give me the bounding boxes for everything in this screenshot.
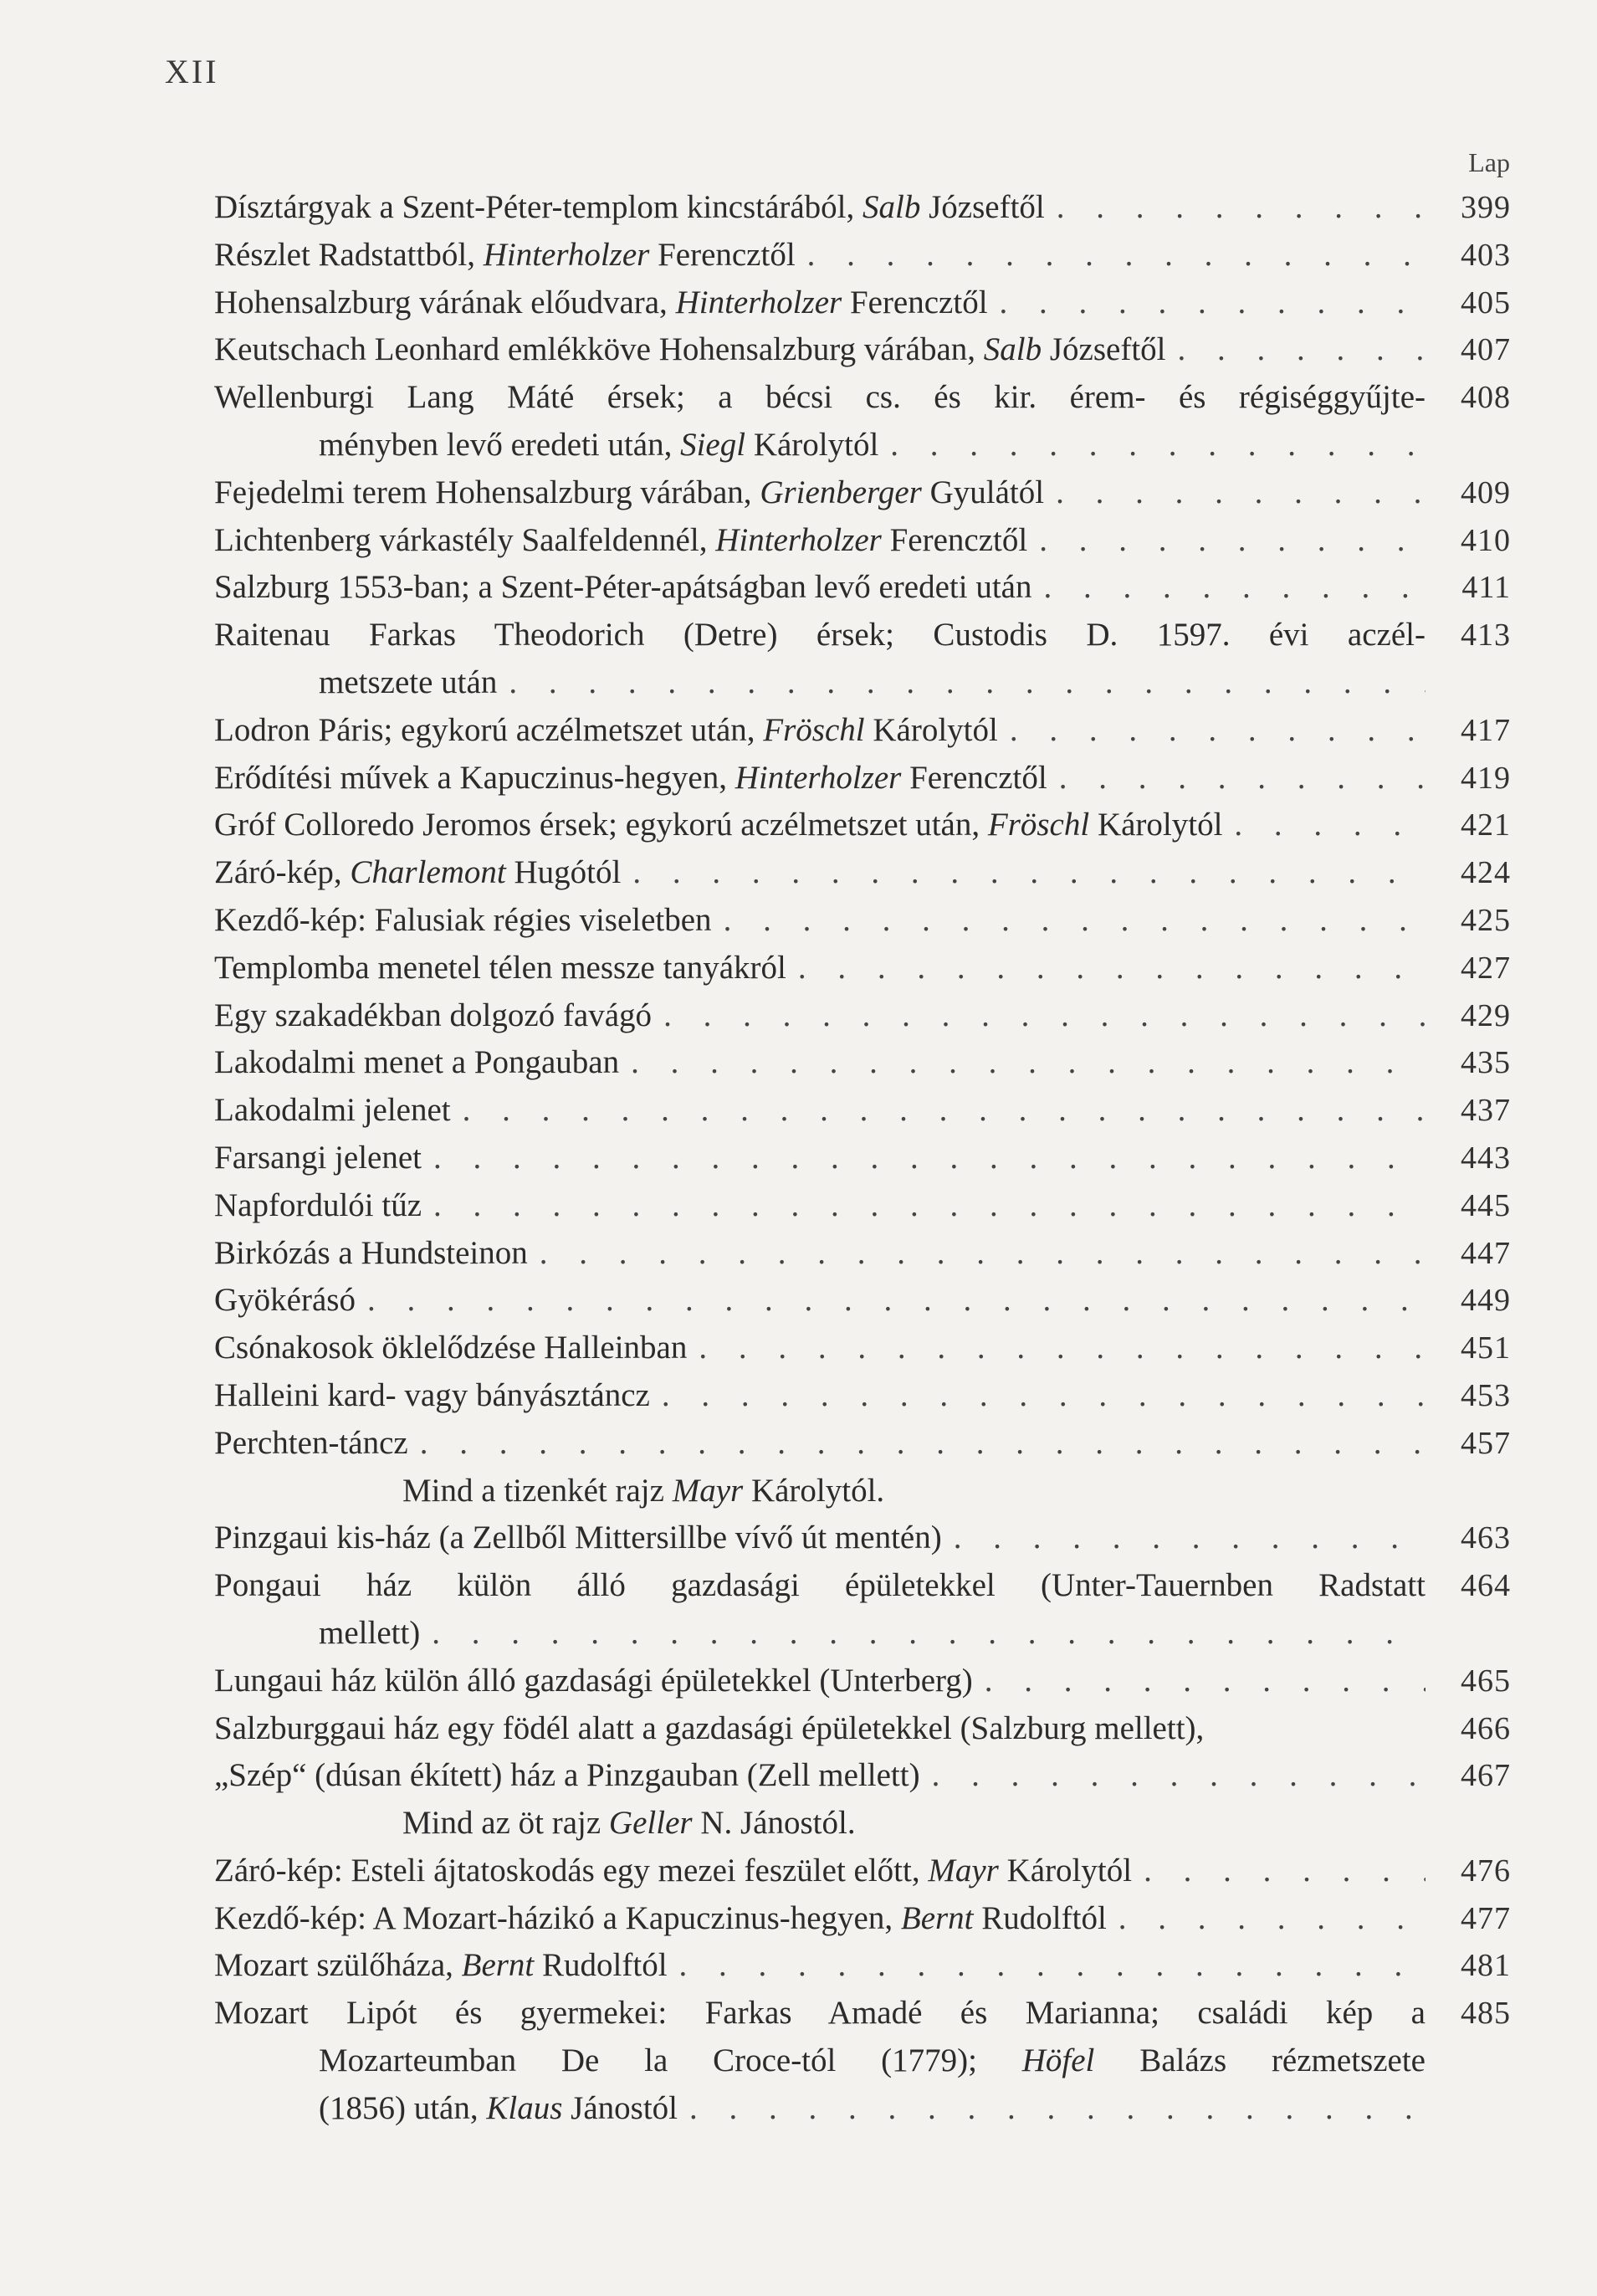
dot-leader	[807, 232, 1426, 279]
dot-leader	[1057, 184, 1426, 232]
entry-line	[214, 2085, 1426, 2133]
dot-leader	[1234, 802, 1426, 849]
entry-line	[214, 469, 1426, 517]
page-ref: 411	[1461, 570, 1511, 606]
entry-title	[214, 184, 1426, 232]
artist-name: Hinterholzer	[735, 759, 902, 796]
toc-entry	[214, 1658, 1511, 1705]
entry-line	[214, 2037, 1426, 2085]
entry-text: Károlytól	[998, 1852, 1133, 1889]
toc-entry	[214, 802, 1511, 849]
entry-title	[214, 1325, 1426, 1372]
entry-title	[214, 1895, 1426, 1943]
page-ref: 481	[1461, 1948, 1511, 1984]
entry-text: Jánostól	[562, 2089, 678, 2126]
entry-text: (1856) után,	[319, 2089, 487, 2126]
entry-line-text	[214, 612, 1426, 659]
entry-text: Salzburg 1553-ban; a Szent-Péter-apátságban levő eredeti után	[214, 569, 1032, 606]
entry-text: Mozart szülőháza,	[214, 1947, 462, 1984]
entry-text: Részlet Radstattból,	[214, 236, 484, 273]
toc-entry	[214, 897, 1511, 945]
entry-text: Balázs rézmetszete	[1094, 2042, 1426, 2079]
toc-entry	[214, 564, 1511, 612]
entry-title	[214, 945, 1426, 992]
toc-entry	[214, 279, 1511, 327]
dot-leader	[932, 1752, 1426, 1800]
toc-entry	[214, 1562, 1511, 1658]
dot-leader	[1118, 1895, 1426, 1943]
dot-leader	[663, 992, 1426, 1040]
entry-text: Lakodalmi jelenet	[214, 1092, 451, 1129]
entry-line-text	[214, 1514, 942, 1562]
page-ref: 445	[1461, 1187, 1511, 1223]
toc-entry	[214, 1848, 1511, 1895]
dot-leader	[1059, 755, 1426, 802]
entry-title	[214, 897, 1426, 945]
entry-line	[214, 707, 1426, 755]
toc-entry	[214, 1277, 1511, 1325]
dot-leader	[432, 1610, 1426, 1658]
entry-title	[214, 1182, 1426, 1230]
page-ref: 410	[1461, 522, 1511, 558]
entry-title	[214, 1277, 1426, 1325]
entry-text: Lungaui ház külön álló gazdasági épületekkel (Unterberg)	[214, 1662, 973, 1699]
entry-line-text	[214, 1562, 1426, 1610]
toc-entry	[214, 1942, 1511, 1990]
entry-line	[214, 326, 1426, 374]
entry-text: Károlytól	[864, 711, 998, 748]
entry-text: Záró-kép: Esteli ájtatoskodás egy mezei feszület előtt,	[214, 1852, 929, 1889]
page-ref: 443	[1461, 1140, 1511, 1176]
entry-line-text	[214, 1752, 920, 1800]
entry-line	[214, 564, 1426, 612]
page-ref: 424	[1461, 855, 1511, 891]
entry-title	[214, 232, 1426, 279]
entry-title	[214, 802, 1426, 849]
entry-title	[214, 374, 1426, 469]
entry-line-text	[319, 1610, 420, 1658]
entry-title	[214, 1039, 1426, 1087]
entry-text: Mind a tizenkét rajz	[402, 1472, 673, 1509]
toc-entry	[214, 232, 1511, 279]
entry-line	[214, 184, 1426, 232]
dot-leader	[890, 422, 1426, 469]
entry-text: Gróf Colloredo Jeromos érsek; egykorú aczélmetszet után,	[214, 807, 988, 843]
entry-line	[214, 659, 1426, 707]
artist-name: Fröschl	[763, 711, 865, 748]
entry-line-text	[214, 1039, 619, 1087]
entry-text: Keutschach Leonhard emlékköve Hohensalzburg várában,	[214, 331, 984, 368]
artist-credit-line	[214, 1468, 1511, 1515]
entry-text: Farsangi jelenet	[214, 1139, 422, 1176]
entry-line-text	[214, 374, 1426, 422]
dot-leader	[1144, 1848, 1426, 1895]
entry-text: Ferencztől	[901, 759, 1047, 796]
entry-text: Lodron Páris; egykorú aczélmetszet után,	[214, 711, 764, 748]
artist-name: Klaus	[486, 2089, 563, 2126]
entry-line-text	[214, 992, 652, 1040]
artist-name: Geller	[608, 1805, 693, 1842]
toc-entry	[214, 1752, 1511, 1800]
entry-line-text	[214, 184, 1045, 232]
page-ref: 435	[1461, 1045, 1511, 1081]
entry-title	[214, 564, 1426, 612]
artist-name: Mayr	[672, 1472, 744, 1509]
page-number: XII	[165, 53, 219, 90]
entry-line-text	[214, 1277, 356, 1325]
entry-text: Ferencztől	[649, 236, 796, 273]
entry-line-text	[214, 1087, 451, 1135]
entry-line-text	[214, 897, 712, 945]
dot-leader	[724, 897, 1426, 945]
entry-title	[214, 1752, 1426, 1800]
artist-name: Hinterholzer	[715, 521, 882, 558]
page-ref: 421	[1461, 807, 1511, 843]
entry-line	[214, 1895, 1426, 1943]
entry-line	[214, 897, 1426, 945]
entry-line	[214, 1514, 1426, 1562]
entry-text: Pinzgaui kis-ház (a Zellből Mittersillbe vívő út mentén)	[214, 1520, 942, 1556]
entry-line-text	[214, 1848, 1132, 1895]
artist-name: Fröschl	[987, 807, 1090, 843]
page-ref: 485	[1461, 1996, 1511, 2032]
dot-leader	[632, 849, 1426, 897]
entry-title	[214, 1705, 1426, 1753]
artist-name: Grienberger	[760, 474, 922, 510]
entry-title	[214, 1230, 1426, 1278]
toc-entry	[214, 755, 1511, 802]
page-ref: 425	[1461, 902, 1511, 938]
entry-line-text	[214, 945, 786, 992]
entry-title	[214, 1087, 1426, 1135]
entry-text: Erődítési művek a Kapuczinus-hegyen,	[214, 759, 735, 796]
entry-text: Józseftől	[920, 189, 1045, 225]
toc-entry	[214, 1705, 1511, 1753]
dot-leader	[463, 1087, 1426, 1135]
entry-text: Perchten-táncz	[214, 1424, 408, 1461]
toc-entry	[214, 707, 1511, 755]
entry-text: „Szép“ (dúsan ékített) ház a Pinzgauban (Zell mellett)	[214, 1757, 920, 1794]
entry-text: Dísztárgyak a Szent-Péter-templom kincstárából,	[214, 189, 863, 225]
entry-line-text	[214, 1658, 973, 1705]
entry-line	[214, 1610, 1426, 1658]
entry-text: Ferencztől	[881, 521, 1028, 558]
entry-text: Gyulától	[921, 474, 1045, 510]
entry-text: mellett)	[319, 1614, 421, 1651]
entry-line-text	[214, 1135, 422, 1182]
page-ref: 449	[1461, 1283, 1511, 1319]
entry-line	[214, 517, 1426, 565]
artist-name: Hinterholzer	[483, 236, 650, 273]
entry-text: Wellenburgi Lang Máté érsek; a bécsi cs. és kir. érem- és régiséggyűjte-	[214, 379, 1426, 416]
toc-entry	[214, 1420, 1511, 1468]
entry-text: Birkózás a Hundsteinon	[214, 1234, 528, 1271]
entry-line-text	[319, 2037, 1426, 2085]
toc-entry	[214, 469, 1511, 517]
entry-title	[214, 1990, 1426, 2132]
dot-leader	[1010, 707, 1426, 755]
page-ref: 476	[1461, 1853, 1511, 1889]
toc-entry	[214, 849, 1511, 897]
entry-line	[214, 1039, 1426, 1087]
page-ref: 399	[1461, 190, 1511, 225]
toc-entry	[214, 184, 1511, 232]
page-ref: 464	[1461, 1568, 1511, 1604]
entry-line	[214, 1135, 1426, 1182]
page-ref: 463	[1461, 1520, 1511, 1556]
entry-title	[214, 1658, 1426, 1705]
entry-line-text	[214, 326, 1166, 374]
entry-text: Kezdő-kép: Falusiak régies viseletben	[214, 901, 712, 938]
page-ref: 403	[1461, 237, 1511, 273]
entry-line	[214, 1942, 1426, 1990]
dot-leader	[433, 1182, 1426, 1230]
entry-title	[214, 849, 1426, 897]
entry-line	[214, 1705, 1426, 1753]
entry-text: Csónakosok öklelődzése Halleinban	[214, 1330, 688, 1366]
entry-line	[214, 1230, 1426, 1278]
entry-text: Lakodalmi menet a Pongauban	[214, 1044, 620, 1081]
entry-title	[214, 1848, 1426, 1895]
entry-line-text	[319, 659, 497, 707]
page-ref: 465	[1461, 1663, 1511, 1699]
toc-entry	[214, 1895, 1511, 1943]
artist-name: Bernt	[461, 1947, 535, 1984]
entry-line-text	[214, 1230, 528, 1278]
dot-leader	[631, 1039, 1426, 1087]
artist-name: Höfel	[1021, 2042, 1095, 2079]
toc-entry	[214, 1039, 1511, 1087]
page-ref: 437	[1461, 1093, 1511, 1129]
entry-line	[214, 992, 1426, 1040]
entry-title	[214, 1372, 1426, 1420]
toc-entry	[214, 1087, 1511, 1135]
page-ref: 408	[1461, 380, 1511, 416]
entry-text: Záró-kép,	[214, 854, 351, 891]
entry-line	[214, 1182, 1426, 1230]
entry-line-text	[214, 707, 998, 755]
entry-line	[214, 849, 1426, 897]
entry-line	[214, 945, 1426, 992]
entry-line-text	[214, 564, 1031, 612]
artist-name: Mayr	[928, 1852, 999, 1889]
entry-line-text	[214, 232, 796, 279]
entry-line	[214, 755, 1426, 802]
entry-text: Károlytól.	[743, 1472, 885, 1509]
dot-leader	[1039, 517, 1426, 565]
dot-leader	[540, 1230, 1426, 1278]
entry-text: Mozarteumban De la Croce-tól (1779);	[319, 2042, 1022, 2079]
entry-line	[214, 374, 1426, 422]
entry-text: Halleini kard- vagy bányásztáncz	[214, 1376, 650, 1413]
page-ref: 407	[1461, 332, 1511, 368]
entry-title	[214, 1135, 1426, 1182]
toc-entry	[214, 326, 1511, 374]
dot-leader	[662, 1372, 1426, 1420]
entry-title	[214, 1942, 1426, 1990]
entry-line	[214, 1562, 1426, 1610]
entry-line-text	[214, 1325, 687, 1372]
artist-name: Siegl	[680, 426, 746, 463]
entry-text: Lichtenberg várkastély Saalfeldennél,	[214, 521, 716, 558]
artist-name: Salb	[862, 189, 921, 225]
entry-line	[214, 1325, 1426, 1372]
entry-line	[214, 1990, 1426, 2037]
page-ref: 451	[1461, 1330, 1511, 1366]
page-ref: 453	[1461, 1377, 1511, 1413]
entry-title	[214, 1514, 1426, 1562]
dot-leader	[1000, 279, 1426, 327]
entry-line-text	[214, 1942, 668, 1990]
entry-line-text	[214, 1372, 650, 1420]
entry-title	[214, 469, 1426, 517]
entry-line	[214, 802, 1426, 849]
entry-text: Salzburggaui ház egy födél alatt a gazdasági épületekkel (Salzburg mellett),	[214, 1709, 1205, 1746]
toc-entry	[214, 1990, 1511, 2132]
entry-title	[214, 992, 1426, 1040]
dot-leader	[1178, 326, 1426, 374]
page-ref: 419	[1461, 760, 1511, 796]
page-ref: 467	[1461, 1758, 1511, 1794]
toc-entry	[214, 1325, 1511, 1372]
toc-entry	[214, 992, 1511, 1040]
entry-line	[214, 1752, 1426, 1800]
artist-name: Charlemont	[350, 854, 506, 891]
entry-title	[214, 1420, 1426, 1468]
entry-text: metszete után	[319, 664, 498, 700]
entry-title	[214, 1562, 1426, 1658]
entry-text: Károlytól	[745, 426, 879, 463]
toc-entry	[214, 374, 1511, 469]
entry-line-text	[214, 755, 1047, 802]
entry-line-text	[214, 469, 1044, 517]
page-column-heading: Lap	[1468, 147, 1510, 177]
page-ref: 477	[1461, 1900, 1511, 1936]
dot-leader	[679, 1942, 1426, 1990]
entry-text: Rudolftól	[534, 1947, 668, 1984]
page-ref: 447	[1461, 1235, 1511, 1271]
entry-line-text	[214, 1182, 422, 1230]
entry-line	[214, 1372, 1426, 1420]
toc-entry	[214, 945, 1511, 992]
toc-entry	[214, 1135, 1511, 1182]
entry-text: Napfordulói tűz	[214, 1186, 422, 1223]
entry-text: Fejedelmi terem Hohensalzburg várában,	[214, 474, 760, 510]
entry-line	[214, 279, 1426, 327]
toc-entry	[214, 1230, 1511, 1278]
page-ref: 427	[1461, 950, 1511, 986]
page-ref: 413	[1461, 618, 1511, 653]
entry-line	[214, 1087, 1426, 1135]
dot-leader	[699, 1325, 1426, 1372]
entry-line-text	[214, 517, 1027, 565]
entry-title	[214, 707, 1426, 755]
entry-text: Hugótól	[505, 854, 622, 891]
entry-line-text	[319, 422, 878, 469]
entry-text: Rudolftól	[973, 1899, 1107, 1936]
entry-text: Egy szakadékban dolgozó favágó	[214, 997, 653, 1033]
dot-leader	[367, 1277, 1426, 1325]
entry-line	[214, 1420, 1426, 1468]
entry-line-text	[214, 849, 621, 897]
page-ref: 429	[1461, 997, 1511, 1033]
artist-name: Hinterholzer	[675, 284, 842, 320]
toc-entry	[214, 1514, 1511, 1562]
entry-line-text	[214, 1705, 1204, 1753]
entry-line	[214, 422, 1426, 469]
entry-line-text	[214, 802, 1222, 849]
entry-text: Raitenau Farkas Theodorich (Detre) érsek; Custodis D. 1597. évi aczél-	[214, 617, 1426, 653]
entry-line	[214, 1658, 1426, 1705]
dot-leader	[954, 1514, 1426, 1562]
entry-title	[214, 326, 1426, 374]
entry-line-text	[214, 1420, 408, 1468]
entry-line	[214, 1848, 1426, 1895]
entry-title	[214, 612, 1426, 707]
artist-name: Salb	[983, 331, 1042, 368]
dot-leader	[798, 945, 1426, 992]
toc-entry	[214, 612, 1511, 707]
entry-text: Károlytól	[1089, 807, 1223, 843]
entry-line-text	[214, 1990, 1426, 2037]
entry-line-text	[214, 1895, 1107, 1943]
entry-line	[214, 232, 1426, 279]
entry-text: Mozart Lipót és gyermekei: Farkas Amadé és Marianna; családi kép a	[214, 1995, 1426, 2032]
entry-text: ményben levő eredeti után,	[319, 426, 681, 463]
page-ref: 457	[1461, 1425, 1511, 1461]
dot-leader	[420, 1420, 1426, 1468]
entry-text: Gyökérásó	[214, 1282, 356, 1319]
entry-text: Ferencztől	[842, 284, 988, 320]
dot-leader	[1056, 469, 1426, 517]
entry-line-text	[214, 279, 988, 327]
entry-text: N. Jánostól.	[692, 1805, 856, 1842]
illustration-index	[214, 184, 1511, 2133]
entry-title	[214, 279, 1426, 327]
dot-leader	[1043, 564, 1426, 612]
entry-line-text	[319, 2085, 678, 2133]
page-ref: 405	[1461, 284, 1511, 320]
entry-text: Mind az öt rajz	[402, 1805, 609, 1842]
artist-credit-line	[214, 1800, 1511, 1848]
toc-entry	[214, 1372, 1511, 1420]
entry-text: Hohensalzburg várának előudvara,	[214, 284, 676, 320]
entry-line	[214, 1277, 1426, 1325]
dot-leader	[509, 659, 1426, 707]
entry-title	[214, 517, 1426, 565]
artist-name: Bernt	[900, 1899, 974, 1936]
entry-text: Kezdő-kép: A Mozart-házikó a Kapuczinus-hegyen,	[214, 1899, 901, 1936]
page-ref: 417	[1461, 712, 1511, 748]
entry-text: Józseftől	[1042, 331, 1166, 368]
entry-line	[214, 612, 1426, 659]
toc-entry	[214, 517, 1511, 565]
entry-text: Pongaui ház külön álló gazdasági épületekkel (Unter-Tauernben Radstatt	[214, 1567, 1426, 1604]
entry-title	[214, 755, 1426, 802]
page-ref: 409	[1461, 474, 1511, 510]
page-ref: 466	[1461, 1710, 1511, 1746]
dot-leader	[689, 2085, 1426, 2133]
dot-leader	[433, 1135, 1426, 1182]
toc-entry	[214, 1182, 1511, 1230]
dot-leader	[985, 1658, 1426, 1705]
entry-text: Templomba menetel télen messze tanyákról	[214, 949, 786, 986]
